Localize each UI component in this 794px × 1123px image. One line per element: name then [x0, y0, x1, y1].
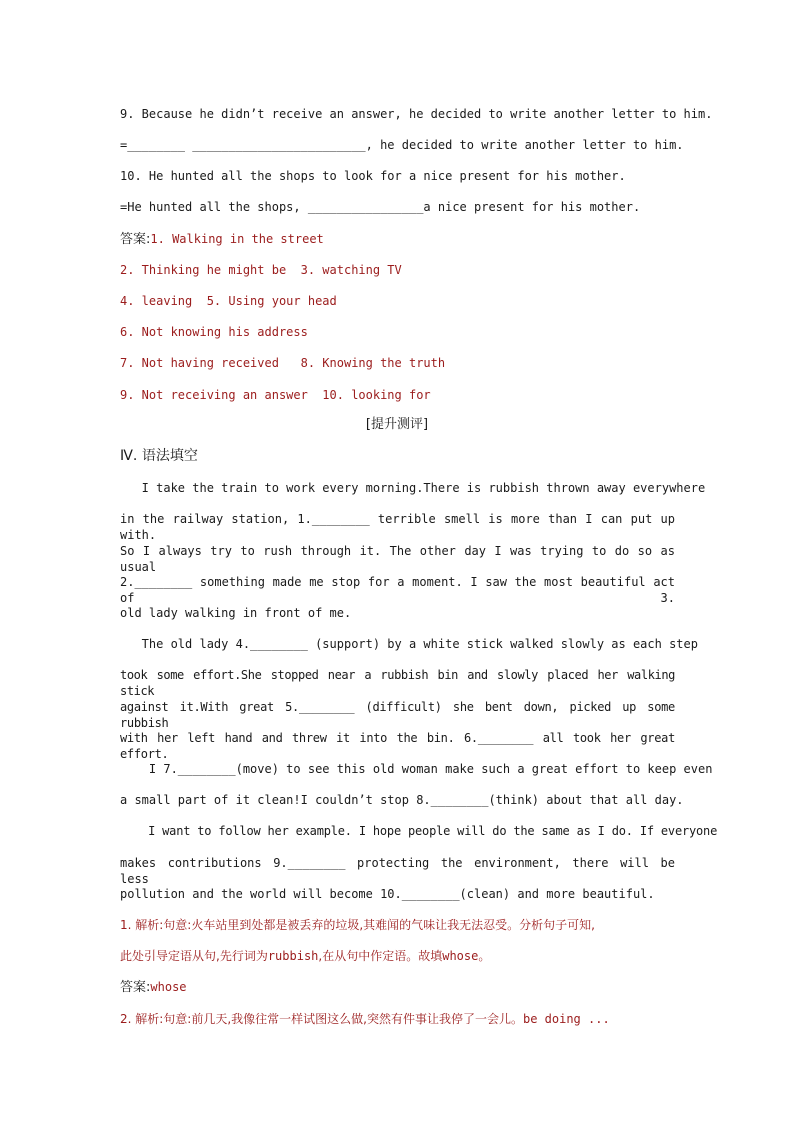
passage-line: I take the train to work every morning.There is rubbish thrown away everywhere — [120, 481, 706, 495]
answer-line-4: 6. Not knowing his address — [120, 325, 308, 339]
answer-line-1: 答案:1. Walking in the street — [120, 232, 324, 247]
part4-heading: Ⅳ. 语法填空 — [120, 448, 198, 464]
passage-line: I want to follow her example. I hope people will do the same as I do. If everyone — [120, 824, 718, 838]
passage-line: with her left hand and threw it into the bin. 6.________ all took her great effort. — [120, 731, 675, 761]
explanation-2-line-1: 2. 解析:句意:前几天,我像往常一样试图这么做,突然有件事让我停了一会儿。be doing ... — [120, 1012, 610, 1026]
passage-line: So I always try to rush through it. The other day I was trying to do so as usual — [120, 544, 675, 574]
answer-label: 答案: — [120, 232, 151, 247]
answer-line-5: 7. Not having received 8. Knowing the truth — [120, 356, 446, 370]
q9-sentence: 9. Because he didn’t receive an answer, he decided to write another letter to him. — [120, 107, 713, 121]
passage-line: in the railway station, 1.________ terrible smell is more than I can put up with. — [120, 512, 675, 542]
q10-rewrite: =He hunted all the shops, ________________a nice present for his mother. — [120, 200, 641, 214]
passage-line: a small part of it clean!I couldn’t stop 8.________(think) about that all day. — [120, 793, 684, 807]
answer-line-2: 2. Thinking he might be 3. watching TV — [120, 263, 402, 277]
passage-line: makes contributions 9.________ protecting the environment, there will be less — [120, 856, 675, 886]
passage-line: I 7.________(move) to see this old woman make such a great effort to keep even — [120, 762, 713, 776]
explanation-1-line-1: 1. 解析:句意:火车站里到处都是被丢弃的垃圾,其难闻的气味让我无法忍受。分析句子可知, — [120, 918, 595, 932]
explanation-1-answer: 答案:whose — [120, 980, 187, 995]
passage-line: The old lady 4.________ (support) by a white stick walked slowly as each step — [120, 637, 698, 651]
explanation-1-line-2: 此处引导定语从句,先行词为rubbish,在从句中作定语。故填whose。 — [120, 949, 491, 963]
q9-rewrite: =________ ________________________, he decided to write another letter to him. — [120, 138, 684, 152]
passage-line: pollution and the world will become 10.________(clean) and more beautiful. — [120, 887, 655, 901]
answer-line-3: 4. leaving 5. Using your head — [120, 294, 337, 308]
passage-line: old lady walking in front of me. — [120, 606, 352, 620]
section-title: [提升测评] — [365, 417, 429, 432]
passage-line: took some effort.She stopped near a rubbish bin and slowly placed her walking stick — [120, 668, 675, 698]
answer-line-6: 9. Not receiving an answer 10. looking for — [120, 388, 431, 402]
passage-line: 2.________ something made me stop for a moment. I saw the most beautiful act of 3. — [120, 575, 675, 605]
q10-sentence: 10. He hunted all the shops to look for a nice present for his mother. — [120, 169, 626, 183]
passage-line: against it.With great 5.________ (difficult) she bent down, picked up some rubbish — [120, 700, 675, 730]
